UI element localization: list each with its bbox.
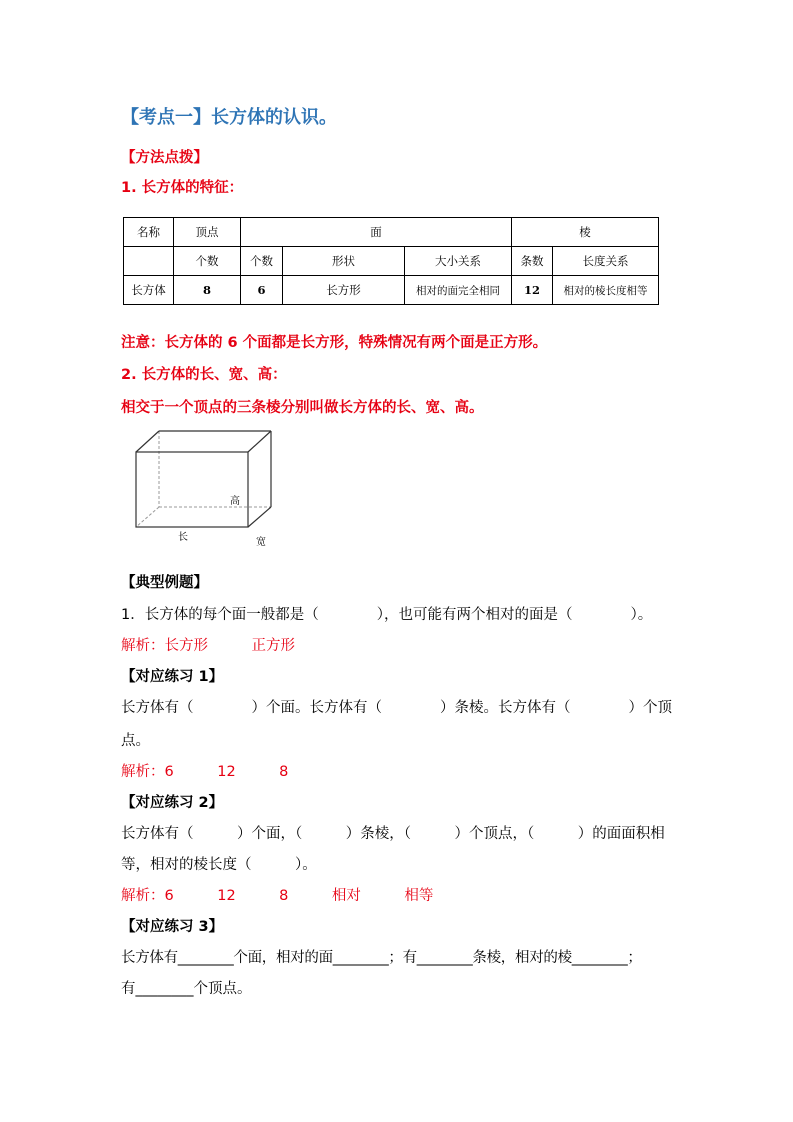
example-answer: 解析：长方形 正方形 [121,638,295,654]
figure-label-height: 高 [230,496,240,507]
table-row [124,218,659,247]
table-cell: 名称 [124,218,174,247]
practice-2-line-2: 等，相对的棱长度（ ）。 [121,857,317,873]
example-question: 1．长方体的每个面一般都是（ ），也可能有两个相对的面是（ ）。 [121,607,653,623]
table-cell [124,247,174,276]
method-note: 注意：长方体的 6 个面都是长方形，特殊情况有两个面是正方形。 [121,335,548,351]
table-cell: 长度关系 [553,247,659,276]
method-heading: 【方法点拨】 [121,150,208,166]
practice-3-heading: 【对应练习 3】 [121,919,224,935]
practice-2-line-1: 长方体有（ ）个面，（ ）条棱，（ ）个顶点，（ ）的面面积相 [121,826,665,842]
practice-1-answer: 解析：6 12 8 [121,764,289,780]
method-item-2-desc: 相交于一个顶点的三条棱分别叫做长方体的长、宽、高。 [121,400,484,416]
table-cell: 相对的棱长度相等 [553,276,659,305]
table-cell: 8 [174,276,241,305]
table-cell: 长方体 [124,276,174,305]
table-cell: 个数 [174,247,241,276]
practice-1-line-1: 长方体有（ ）个面。长方体有（ ）条棱。长方体有（ ）个顶 [121,700,672,716]
table-cell: 长方形 [283,276,405,305]
practice-2-answer: 解析：6 12 8 相对 相等 [121,888,434,904]
cuboid-figure [132,428,282,554]
figure-label-width: 宽 [256,537,266,548]
practice-3-line-1: 长方体有________个面，相对的面________；有________条棱，相对的棱________； [121,950,642,966]
cuboid-features-table [123,217,659,305]
table-cell: 条数 [512,247,553,276]
table-cell: 顶点 [174,218,241,247]
example-heading: 【典型例题】 [121,575,208,591]
practice-3-line-2: 有________个顶点。 [121,981,252,997]
practice-1-line-2: 点。 [121,733,150,749]
table-cell: 6 [241,276,283,305]
table-row [124,247,659,276]
table-row [124,276,659,305]
table-cell: 棱 [512,218,659,247]
page-title: 【考点一】长方体的认识。 [121,107,337,128]
table-cell: 12 [512,276,553,305]
table-cell: 面 [241,218,512,247]
practice-2-heading: 【对应练习 2】 [121,795,224,811]
method-item-1: 1. 长方体的特征： [121,180,244,196]
table-cell: 个数 [241,247,283,276]
practice-1-heading: 【对应练习 1】 [121,669,224,685]
figure-label-length: 长 [178,532,188,543]
table-cell: 相对的面完全相同 [405,276,512,305]
table-cell: 形状 [283,247,405,276]
method-item-2: 2. 长方体的长、宽、高： [121,367,287,383]
table-cell: 大小关系 [405,247,512,276]
